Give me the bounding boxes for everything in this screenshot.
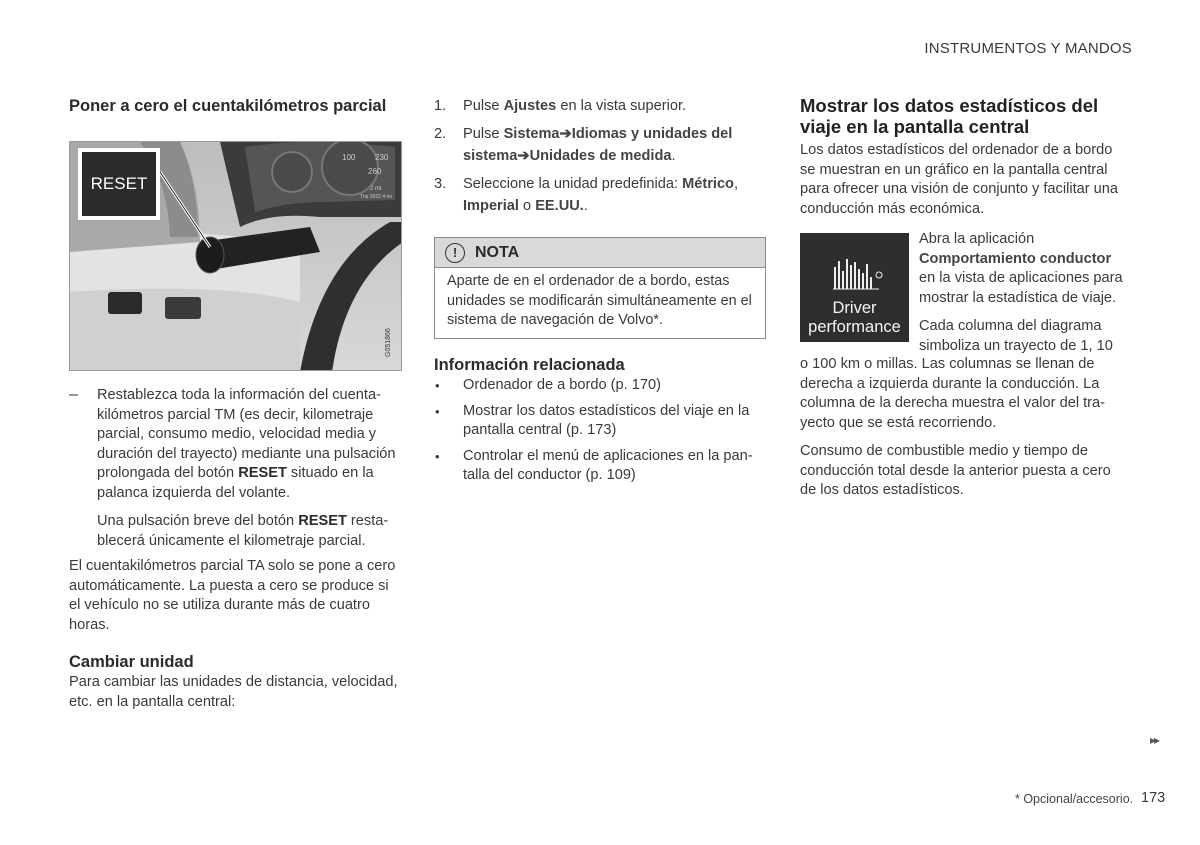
column-right-lower bbox=[800, 355, 1130, 501]
note-box bbox=[434, 237, 766, 339]
columns-text-rest: o 100 km o millas. Las columnas se llenan de derecha a izquierda durante la conducción. La columna de la derecha muestra el valor del trayecto que se está recorriendo. bbox=[800, 356, 1106, 431]
app-tile-label: Driver performance bbox=[808, 299, 901, 336]
cluster-speed: 100 bbox=[342, 153, 356, 162]
cluster-speed: 230 bbox=[375, 153, 389, 162]
image-reference-code: G051866 bbox=[385, 328, 392, 357]
column-left-lower bbox=[69, 557, 402, 712]
note-title: NOTA bbox=[475, 243, 520, 261]
bullet-icon: • bbox=[435, 378, 440, 393]
reset-callout-label: RESET bbox=[90, 174, 148, 193]
related-link[interactable]: • Controlar el menú de aplicaciones en la pantalla del conductor (p. 109) bbox=[435, 447, 753, 483]
app-description bbox=[919, 230, 1131, 356]
note-body: Aparte de en el ordenador de a bordo, estas unidades se modificarán simultáneamente en el sistema de navegación de Volvo*. bbox=[447, 273, 752, 328]
bar-chart-icon bbox=[800, 233, 909, 303]
footer-optional-note: * Opcional/accesorio. bbox=[1015, 792, 1134, 806]
cluster-trip: Trip 2022.4 mi bbox=[360, 194, 392, 200]
arrow-right-icon: ➔ bbox=[517, 148, 530, 164]
columns-text-start: Cada columna del diagrama simboliza un trayecto de 1, 10 bbox=[919, 318, 1113, 354]
unit-steps-list bbox=[434, 95, 767, 217]
dash-marker: – bbox=[69, 386, 78, 403]
cluster-speed: 260 bbox=[368, 167, 382, 176]
step-item: 3. Seleccione la unidad predefinida: Métrico, Imperial o EE.UU.. bbox=[434, 176, 739, 214]
note-header bbox=[435, 238, 765, 268]
cluster-lower: 2 mi bbox=[370, 186, 382, 192]
heading-reset-trip: Poner a cero el cuentakilómetros parcial bbox=[69, 97, 387, 115]
column-right bbox=[800, 95, 1130, 219]
page-number: 173 bbox=[1141, 790, 1166, 806]
change-unit-paragraph: Para cambiar las unidades de distancia, velocidad, etc. en la pantalla central: bbox=[69, 674, 398, 710]
reset-short-press-text: Una pulsación breve del botón RESET restablecerá únicamente el kilometraje parcial. bbox=[97, 513, 389, 549]
steering-lever-photo bbox=[69, 141, 402, 371]
consumption-text: Consumo de combustible medio y tiempo de conducción total desde la anterior puesta a cero de los datos estadísticos. bbox=[800, 443, 1111, 498]
open-app-text: Abra la aplicación Comportamiento conductor en la vista de aplicaciones para mostrar la estadística de viaje. bbox=[919, 231, 1123, 306]
bullet-icon: • bbox=[435, 448, 440, 464]
info-icon: ! bbox=[445, 243, 465, 263]
trip-ta-paragraph: El cuentakilómetros parcial TA solo se pone a cero automáticamente. La puesta a cero se produce si el vehículo no se utiliza durante más de cuatro horas. bbox=[69, 558, 396, 633]
trip-statistics-intro: Los datos estadísticos del ordenador de a bordo se muestran en un gráfico en la pantalla central para ofrecer una visión de conjunto y facilitar una conducción más económica. bbox=[800, 142, 1119, 217]
section-title: INSTRUMENTOS Y MANDOS bbox=[924, 40, 1132, 57]
reset-instruction bbox=[69, 386, 402, 551]
heading-related: Información relacionada bbox=[434, 356, 625, 374]
related-info bbox=[434, 355, 767, 492]
column-middle bbox=[434, 95, 767, 223]
step-item: 1. Pulse Ajustes en la vista superior. bbox=[434, 98, 687, 114]
reset-long-press-text: Restablezca toda la información del cuentakilómetros parcial TM (es decir, kilometraje parcial, consumo medio, velocidad media y duración del trayecto) mediante una pulsación prolongada del botón RESET situado en la palanca izquierda del volante. bbox=[97, 387, 396, 501]
related-link[interactable]: • Mostrar los datos estadísticos del viaje en la pantalla central (p. 173) bbox=[435, 402, 750, 438]
driver-performance-app-icon bbox=[800, 233, 909, 342]
steering-lever-illustration bbox=[70, 142, 402, 371]
step-item: 2. Pulse Sistema➔Idiomas y unidades del sistema➔Unidades de medida. bbox=[434, 126, 733, 164]
arrow-right-icon: ➔ bbox=[559, 126, 572, 142]
heading-trip-statistics: Mostrar los datos estadísticos del viaje en la pantalla central bbox=[800, 95, 1099, 137]
related-link[interactable]: • Ordenador de a bordo (p. 170) bbox=[434, 376, 767, 396]
column-left bbox=[69, 96, 402, 117]
bullet-icon: • bbox=[435, 403, 440, 419]
heading-change-unit: Cambiar unidad bbox=[69, 653, 194, 671]
continue-arrow-icon: ▸▸ bbox=[1150, 733, 1159, 747]
related-list bbox=[434, 376, 767, 486]
